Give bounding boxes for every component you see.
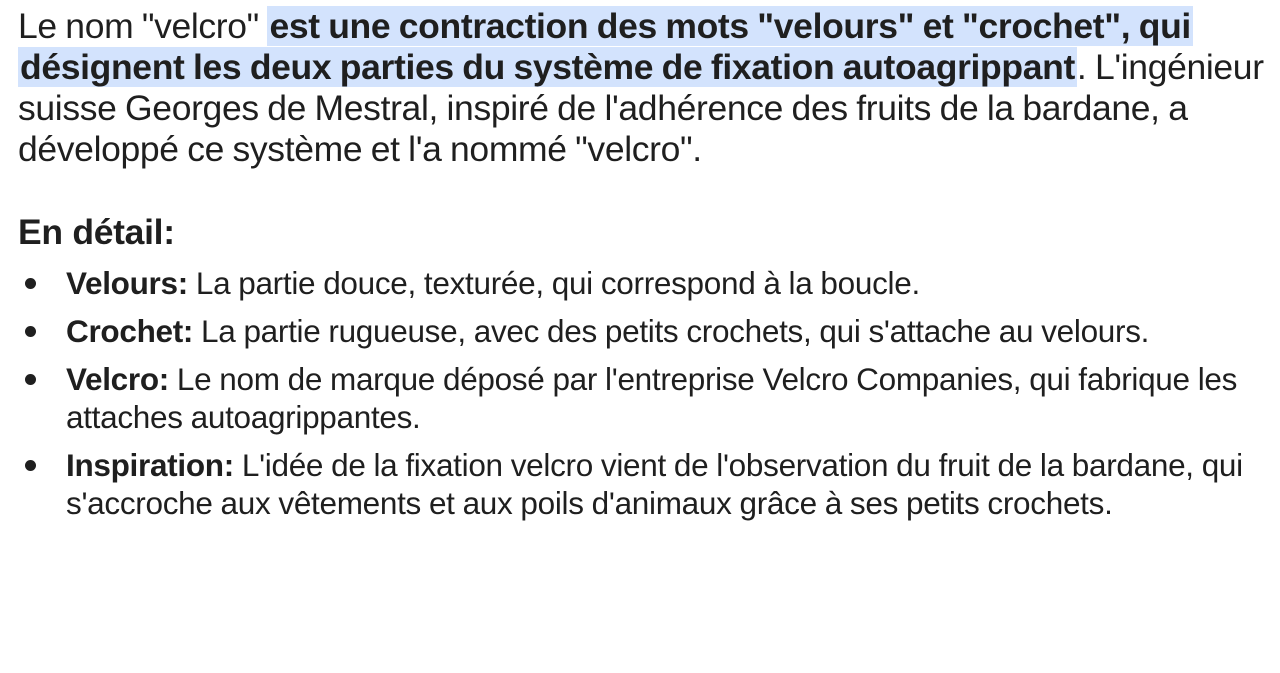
list-item — [18, 264, 1268, 302]
bullet-text: La partie rugueuse, avec des petits crochets, qui s'attache au velours. — [193, 313, 1150, 349]
bullet-icon — [25, 326, 36, 337]
intro-lead-text: Le nom "velcro" — [18, 6, 268, 46]
bullet-term: Velcro: — [66, 361, 169, 397]
detail-list — [18, 264, 1268, 522]
highlighted-text[interactable]: est une contraction des mots "velours" et "crochet", qui désignent les deux parties du système de fixation autoagrippant — [20, 6, 1191, 87]
bullet-text: L'idée de la fixation velcro vient de l'observation du fruit de la bardane, qui s'accroche aux vêtements et aux poils d'animaux grâce à ses petits crochets. — [66, 447, 1243, 521]
list-item — [18, 360, 1268, 436]
list-item — [18, 446, 1268, 522]
intro-rest-text: . L'ingénieur suisse Georges de Mestral, inspiré de l'adhérence des fruits de la bardane, a développé ce système et l'a nommé "velcro". — [18, 47, 1264, 169]
bullet-term: Velours: — [66, 265, 188, 301]
bullet-icon — [25, 278, 36, 289]
bullet-icon — [25, 374, 36, 385]
bullet-term: Crochet: — [66, 313, 194, 349]
bullet-text: La partie douce, texturée, qui correspond à la boucle. — [187, 265, 920, 301]
answer-content — [18, 6, 1268, 532]
detail-heading: En détail: — [18, 212, 175, 252]
list-item — [18, 312, 1268, 350]
bullet-term: Inspiration: — [66, 447, 234, 483]
bullet-text: Le nom de marque déposé par l'entreprise Velcro Companies, qui fabrique les attaches autoagrippantes. — [66, 361, 1238, 435]
intro-paragraph — [18, 6, 1268, 170]
bullet-icon — [25, 460, 36, 471]
